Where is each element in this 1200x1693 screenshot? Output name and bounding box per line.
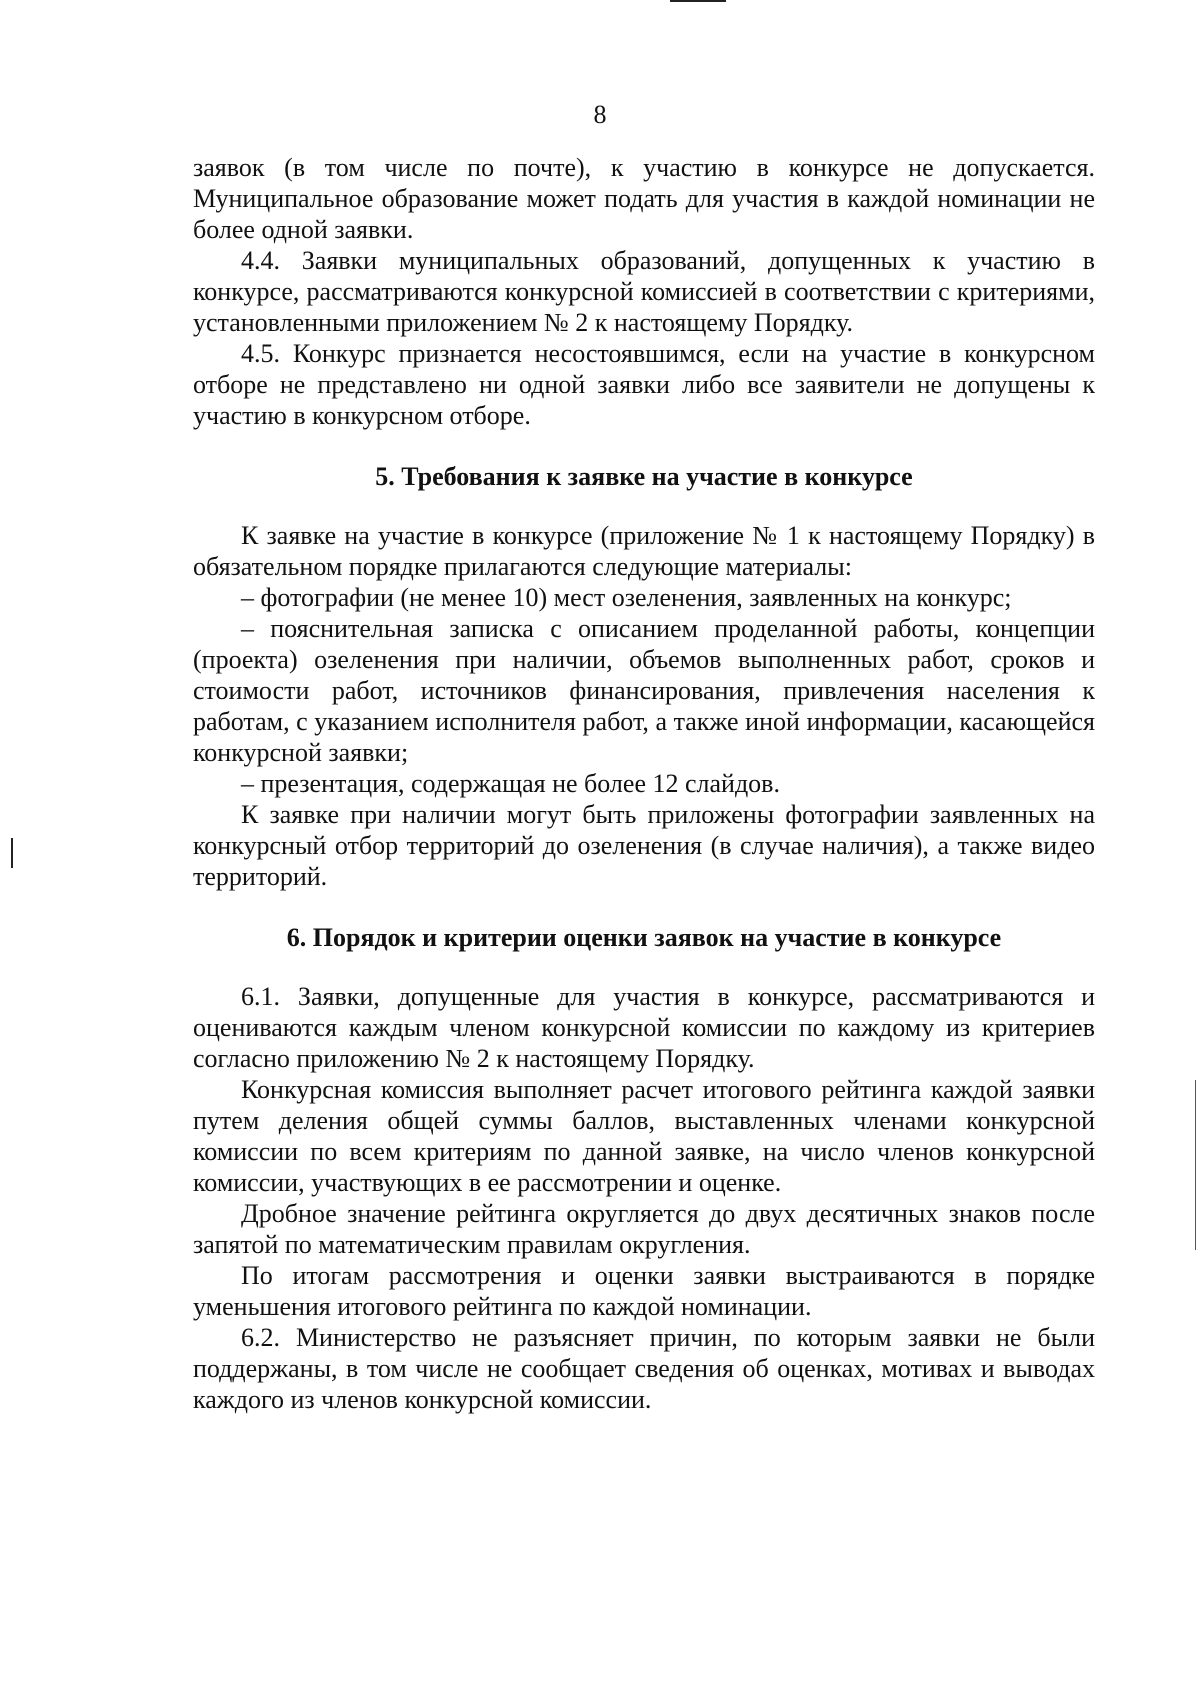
list-item: – презентация, содержащая не более 12 слайдов. — [241, 769, 780, 798]
paragraph-4-4: 4.4. Заявки муниципальных образований, допущенных к участию в конкурсе, рассматриваются конкурсной комиссией в соответствии с критериями, установленными приложением № 2 к настоящему Порядку. — [193, 246, 1095, 337]
paragraph-6-1: 6.1. Заявки, допущенные для участия в конкурсе, рассматриваются и оцениваются каждым членом конкурсной комиссии по каждому из критериев согласно приложению № 2 к настоящему Порядку. — [193, 982, 1095, 1073]
paragraph: Конкурсная комиссия выполняет расчет итогового рейтинга каждой заявки путем деления общей суммы баллов, выставленных членами конкурсной комиссии по всем критериям по данной заявке, на число членов конкурсной комиссии, участвующих в ее рассмотрении и оценке. — [193, 1075, 1095, 1197]
scan-mark-top — [670, 0, 726, 2]
paragraph-4-5: 4.5. Конкурс признается несостоявшимся, если на участие в конкурсном отборе не представлено ни одной заявки либо все заявители не допущены к участию в конкурсном отборе. — [193, 339, 1095, 430]
section-5 — [193, 520, 1095, 892]
list-item: – пояснительная записка с описанием проделанной работы, концепции (проекта) озеленения при наличии, объемов выполненных работ, сроков и стоимости работ, источников финансирования, привлечения населения к работам, с указанием исполнителя работ, а также иной информации, касающейся конкурсной заявки; — [193, 614, 1095, 767]
paragraph: Дробное значение рейтинга округляется до двух десятичных знаков после запятой по математическим правилам округления. — [193, 1199, 1095, 1259]
paragraph: К заявке при наличии могут быть приложены фотографии заявленных на конкурсный отбор территорий до озеленения (в случае наличия), а также видео территорий. — [193, 800, 1095, 891]
page-number: 8 — [593, 100, 607, 129]
section-4-continuation — [193, 152, 1095, 431]
section-heading-6: 6. Порядок и критерии оценки заявок на участие в конкурсе — [286, 923, 1002, 952]
scan-mark-right — [1195, 1080, 1196, 1250]
section-heading-5: 5. Требования к заявке на участие в конкурсе — [375, 462, 913, 491]
scan-mark-left — [11, 838, 13, 868]
paragraph: заявок (в том числе по почте), к участию в конкурсе не допускается. Муниципальное образование может подать для участия в каждой номинации не более одной заявки. — [193, 153, 1095, 244]
document-body — [193, 152, 1095, 1415]
section-6 — [193, 981, 1095, 1415]
list-item: – фотографии (не менее 10) мест озеленения, заявленных на конкурс; — [241, 583, 1012, 612]
paragraph: По итогам рассмотрения и оценки заявки выстраиваются в порядке уменьшения итогового рейтинга по каждой номинации. — [193, 1261, 1095, 1321]
paragraph-6-2: 6.2. Министерство не разъясняет причин, по которым заявки не были поддержаны, в том числе не сообщает сведения об оценках, мотивах и выводах каждого из членов конкурсной комиссии. — [193, 1323, 1095, 1414]
paragraph: К заявке на участие в конкурсе (приложение № 1 к настоящему Порядку) в обязательном порядке прилагаются следующие материалы: — [193, 521, 1095, 581]
